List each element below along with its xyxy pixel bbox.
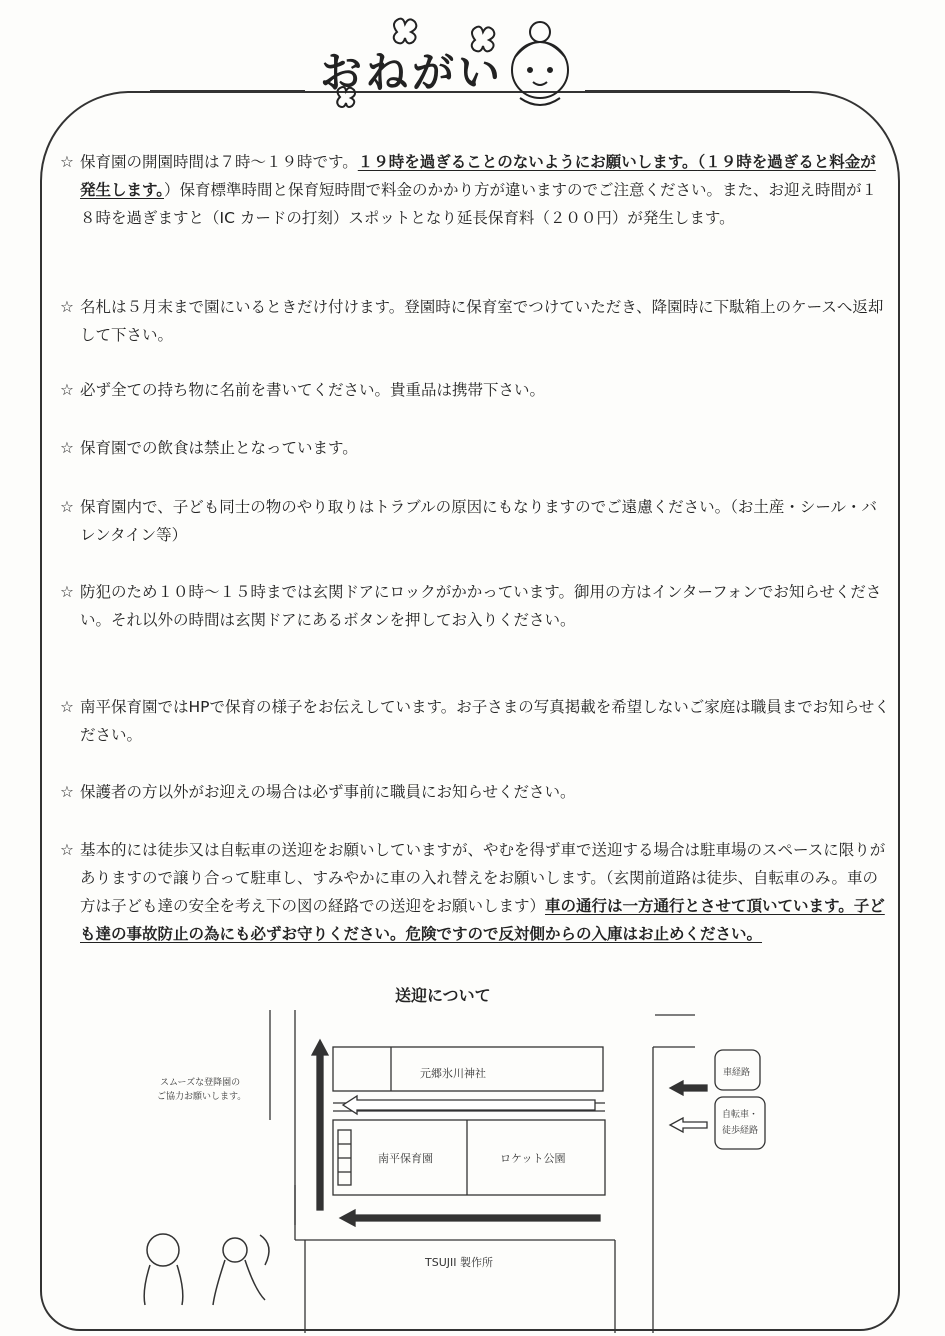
notice-item bbox=[60, 778, 890, 806]
header-rule-right bbox=[585, 90, 790, 92]
notice-text bbox=[60, 778, 890, 806]
nursery-label: 南平保育園 bbox=[378, 1152, 433, 1165]
notice-item bbox=[60, 434, 890, 462]
shrine-label: 元郷氷川神社 bbox=[420, 1067, 486, 1080]
notice-item bbox=[60, 148, 890, 232]
notice-item bbox=[60, 376, 890, 404]
notice-emphasis: 車の通行は一方通行とさせて頂いています。子ども達の事故防止の為にも必ずお守りください。危険ですので反対側からの入庫はお止めください。 bbox=[80, 897, 885, 943]
notice-text bbox=[60, 693, 890, 749]
notice-item bbox=[60, 836, 890, 948]
notice-item bbox=[60, 293, 890, 349]
notice-text bbox=[60, 376, 890, 404]
notice-text bbox=[60, 148, 890, 232]
notice-emphasis: （１９時を過ぎると料金が発生します。 bbox=[80, 153, 876, 199]
map-title: 送迎について bbox=[395, 986, 491, 1005]
child-character-icon bbox=[223, 1238, 247, 1262]
notice-item bbox=[60, 693, 890, 749]
star-icon: ☆ bbox=[60, 583, 74, 601]
notice-text bbox=[60, 578, 890, 634]
notice-segment: 保育園の開園時間は７時～１９時です。 bbox=[80, 153, 358, 171]
legend-bike-arrow bbox=[670, 1118, 707, 1132]
page-title: おねがい bbox=[320, 48, 505, 97]
header-rule-left bbox=[150, 90, 305, 92]
star-icon: ☆ bbox=[60, 439, 74, 457]
notice-text bbox=[60, 293, 890, 349]
park-label: ロケット公園 bbox=[500, 1152, 566, 1165]
legend-bike-label-2: 徒歩経路 bbox=[722, 1126, 759, 1136]
note-line-1: スムーズな登降園の bbox=[160, 1078, 241, 1088]
legend-car-label: 車経路 bbox=[723, 1068, 751, 1078]
notice-item bbox=[60, 493, 890, 549]
notice-segment: 保育園内で、子ども同士の物のやり取りはトラブルの原因にもなりますのでご遠慮ください。（お土産・シール・バレンタイン等） bbox=[80, 498, 878, 544]
note-line-2: ご協力お願いします。 bbox=[157, 1092, 247, 1102]
legend-car-arrow bbox=[670, 1081, 707, 1095]
notice-text bbox=[60, 493, 890, 549]
child-character-icon bbox=[147, 1234, 179, 1266]
notice-segment: 南平保育園ではHPで保育の様子をお伝えしています。お子さまの写真掲載を希望しないご家庭は職員までお知らせください。 bbox=[80, 698, 890, 744]
star-icon: ☆ bbox=[60, 783, 74, 801]
star-icon: ☆ bbox=[60, 841, 74, 859]
star-icon: ☆ bbox=[60, 153, 74, 171]
legend-bike-label-1: 自転車・ bbox=[722, 1110, 759, 1120]
notice-emphasis: １９時を過ぎることのないようにお願いします。 bbox=[357, 153, 698, 171]
factory-label: TSUJII 製作所 bbox=[425, 1256, 493, 1269]
car-route-arrow-up bbox=[312, 1040, 328, 1210]
notice-segment: 名札は５月末まで園にいるときだけ付けます。登園時に保育室でつけていただき、降園時に下駄箱上のケースへ返却して下さい。 bbox=[80, 298, 884, 344]
notice-item bbox=[60, 578, 890, 634]
car-route-arrow-left bbox=[340, 1210, 600, 1226]
notice-segment: ）保育標準時間と保育短時間で料金のかかり方が違いますのでご注意ください。また、お迎え時間が１８時を過ぎますと（IC カードの打刻）スポットとなり延長保育料（２００円）が発生します。 bbox=[80, 181, 878, 227]
notice-segment: 防犯のため１０時～１５時までは玄関ドアにロックがかかっています。御用の方はインターフォンでお知らせください。それ以外の時間は玄関ドアにあるボタンを押してお入りください。 bbox=[80, 583, 882, 629]
route-diagram bbox=[95, 985, 795, 1333]
notice-text bbox=[60, 434, 890, 462]
notice-segment: 必ず全ての持ち物に名前を書いてください。貴重品は携帯下さい。 bbox=[80, 381, 546, 399]
star-icon: ☆ bbox=[60, 381, 74, 399]
pickup-route-map bbox=[95, 985, 795, 1333]
notice-segment: 保護者の方以外がお迎えの場合は必ず事前に職員にお知らせください。 bbox=[80, 783, 576, 801]
notice-text bbox=[60, 836, 890, 948]
star-icon: ☆ bbox=[60, 498, 74, 516]
notice-segment: 保育園での飲食は禁止となっています。 bbox=[80, 439, 358, 457]
star-icon: ☆ bbox=[60, 298, 74, 316]
notice-segment: 基本的には徒歩又は自転車の送迎をお願いしていますが、やむを得ず車で送迎する場合は駐車場のスペースに限りがありますので譲り合って駐車し、すみやかに車の入れ替えをお願いします。（玄関前道路は徒歩、自転車のみ。車の方は子ども達の安全を考え下の図の経路での送迎をお願いします） bbox=[80, 841, 886, 915]
star-icon: ☆ bbox=[60, 698, 74, 716]
